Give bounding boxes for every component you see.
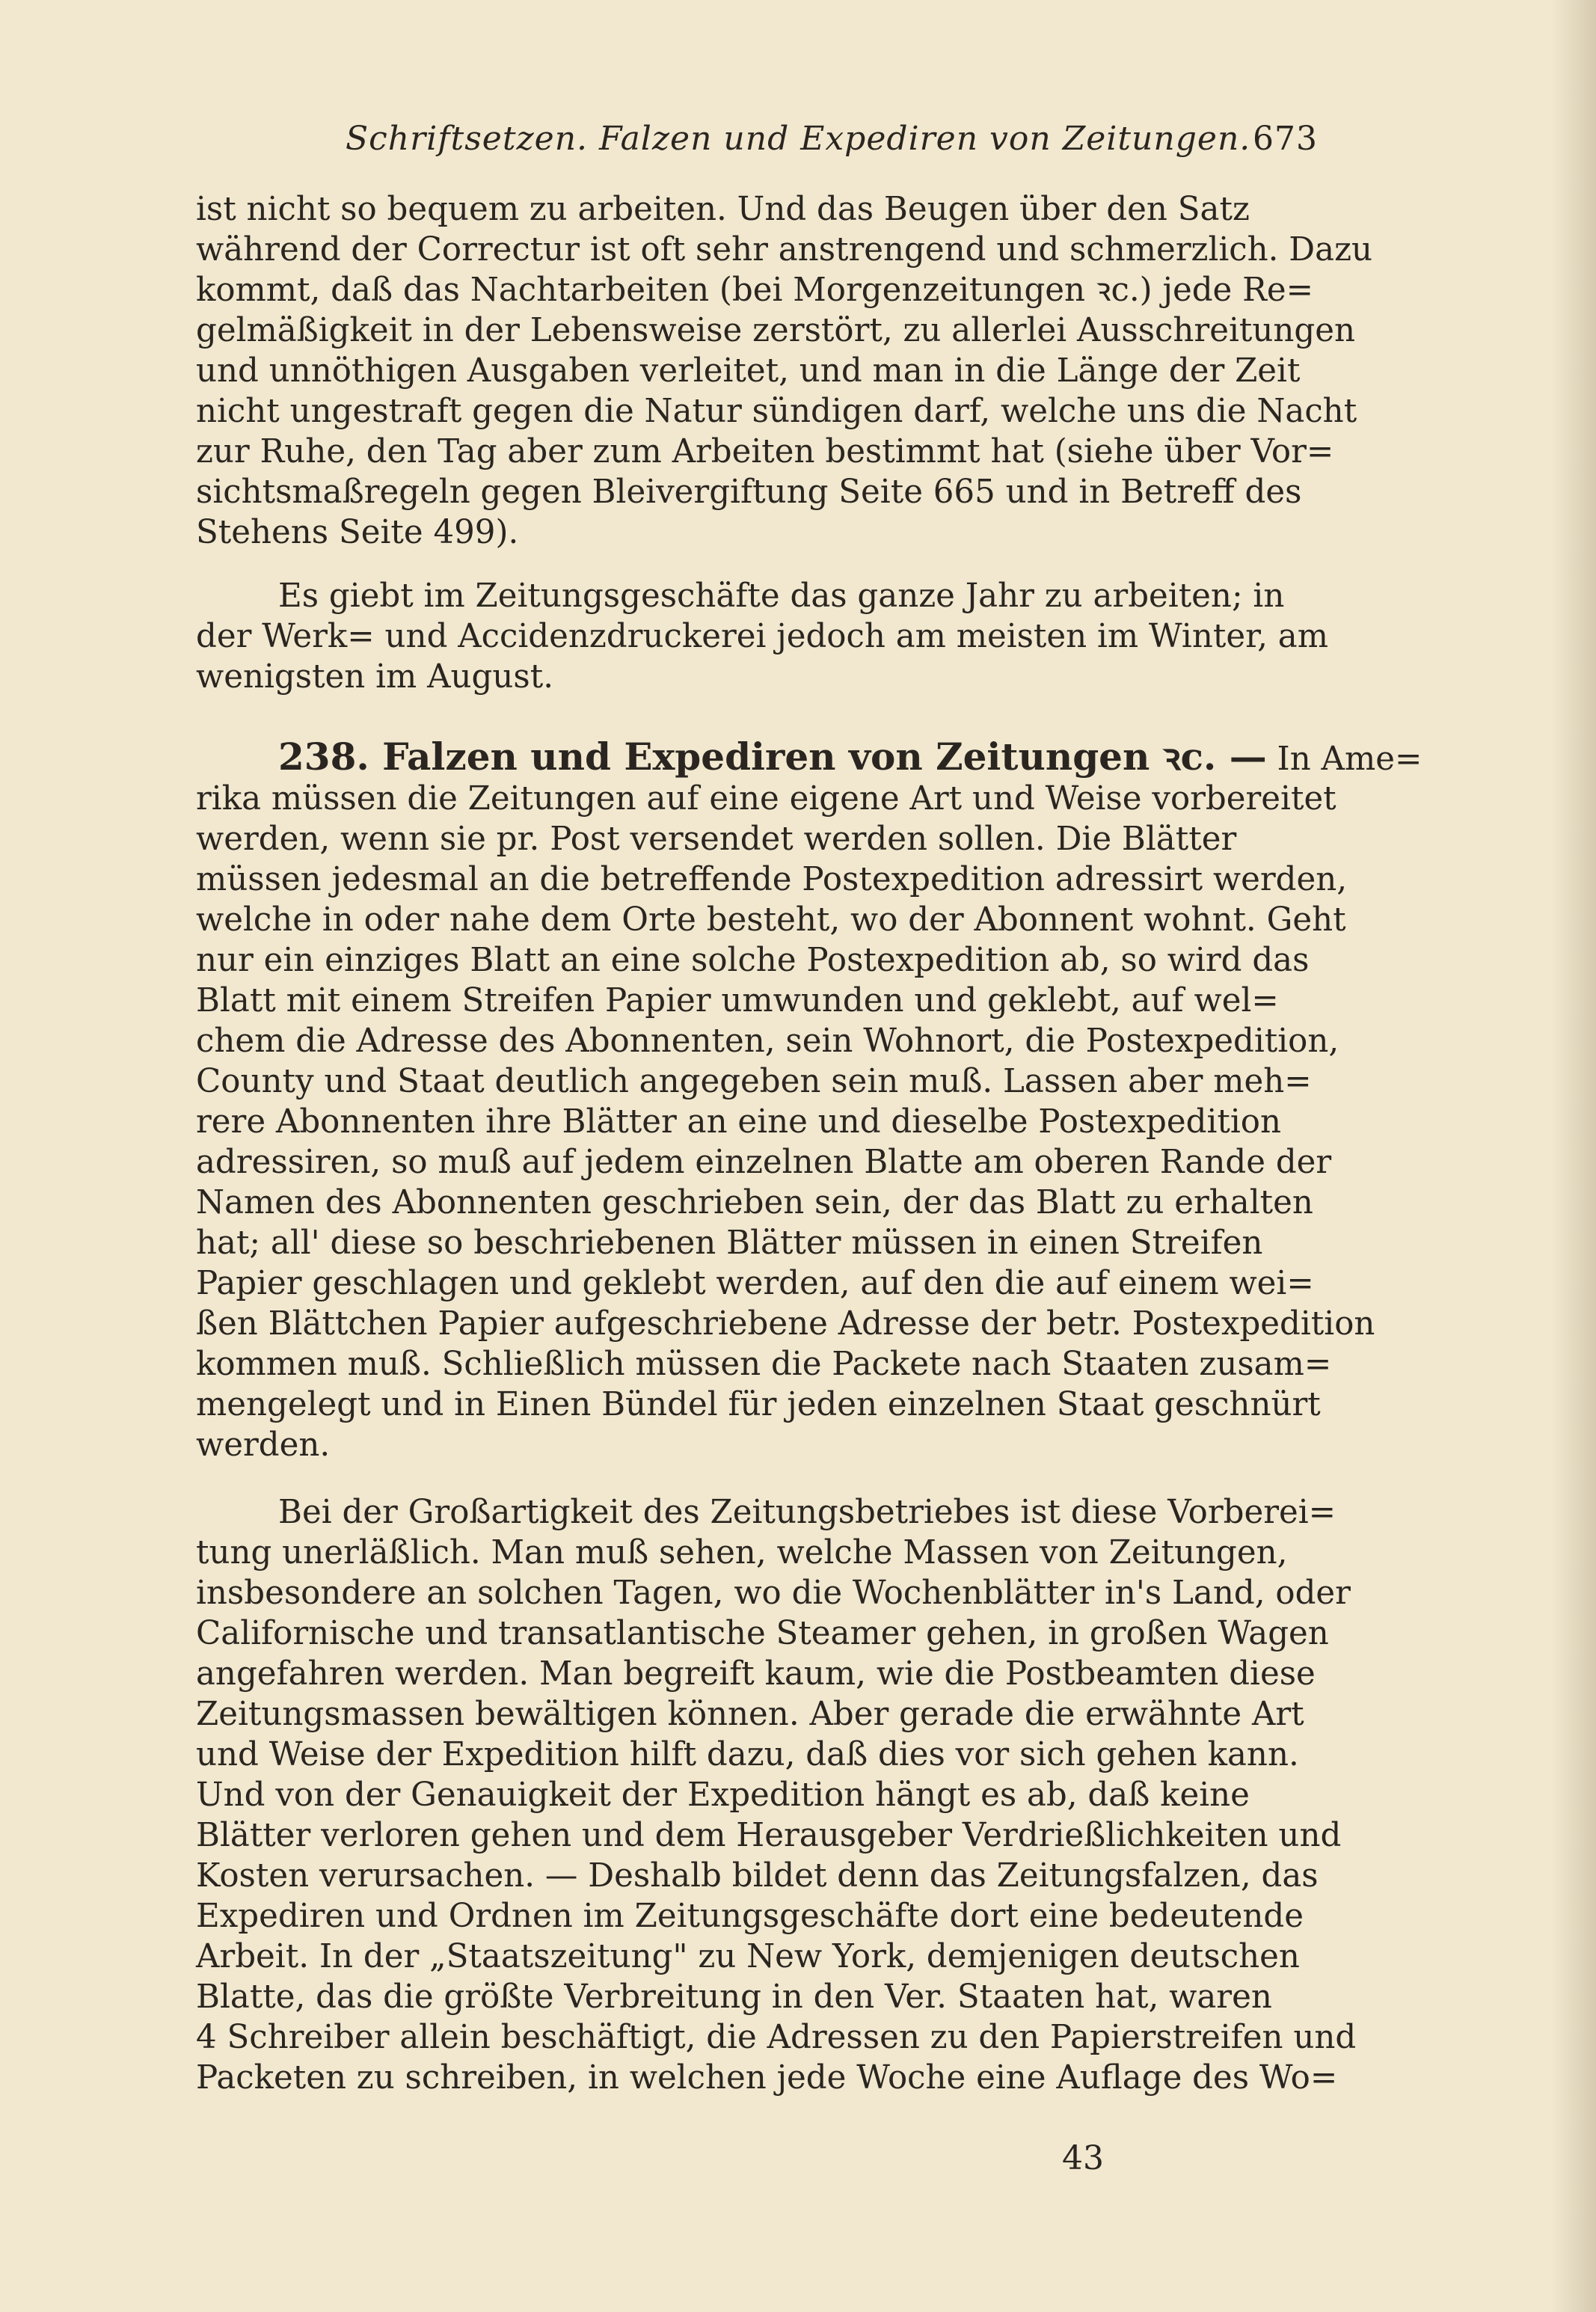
text-line: rere Abonnenten ihre Blätter an eine und dieselbe Postexpedition bbox=[196, 1103, 1281, 1141]
text-line: müssen jedesmal an die betreffende Postexpedition adressirt werden, bbox=[196, 861, 1348, 898]
text-line: kommen muß. Schließlich müssen die Packete nach Staaten zusam= bbox=[196, 1346, 1332, 1383]
page-edge-shadow bbox=[1551, 0, 1596, 2312]
text-line: Blätter verloren gehen und dem Herausgeber Verdrießlichkeiten und bbox=[196, 1817, 1342, 1854]
section-heading: 238. Falzen und Expediren von Zeitungen ꝛc. — bbox=[278, 735, 1267, 779]
text-line: rika müssen die Zeitungen auf eine eigene Art und Weise vorbereitet bbox=[196, 780, 1336, 818]
text-line: Bei der Großartigkeit des Zeitungsbetriebes ist diese Vorberei= bbox=[278, 1494, 1336, 1531]
text-line: chem die Adresse des Abonnenten, sein Wohnort, die Postexpedition, bbox=[196, 1022, 1339, 1060]
text-line: nur ein einziges Blatt an eine solche Postexpedition ab, so wird das bbox=[196, 942, 1310, 979]
text-line: ist nicht so bequem zu arbeiten. Und das Beugen über den Satz bbox=[196, 191, 1250, 228]
text-line: und Weise der Expedition hilft dazu, daß dies vor sich gehen kann. bbox=[196, 1736, 1299, 1773]
text-line: Namen des Abonnenten geschrieben sein, der das Blatt zu erhalten bbox=[196, 1184, 1313, 1221]
text-line: Kosten verursachen. — Deshalb bildet denn das Zeitungsfalzen, das bbox=[196, 1857, 1319, 1895]
text-line: der Werk= und Accidenzdruckerei jedoch am meisten im Winter, am bbox=[196, 618, 1328, 655]
text-line: hat; all' diese so beschriebenen Blätter müssen in einen Streifen bbox=[196, 1224, 1263, 1262]
text-line: insbesondere an solchen Tagen, wo die Wochenblätter in's Land, oder bbox=[196, 1574, 1351, 1612]
text-line: zur Ruhe, den Tag aber zum Arbeiten bestimmt hat (siehe über Vor= bbox=[196, 433, 1334, 470]
text-line: adressiren, so muß auf jedem einzelnen Blatte am oberen Rande der bbox=[196, 1144, 1332, 1181]
text-line: und unnöthigen Ausgaben verleitet, und man in die Länge der Zeit bbox=[196, 352, 1301, 390]
section-first-text: In Ame= bbox=[1277, 740, 1422, 778]
signature-mark: 43 bbox=[1062, 2139, 1104, 2177]
text-line: Stehens Seite 499). bbox=[196, 514, 519, 551]
running-title: Schriftsetzen. Falzen und Expediren von Zeitungen. bbox=[346, 120, 1251, 158]
text-line: kommt, daß das Nachtarbeiten (bei Morgenzeitungen ꝛc.) jede Re= bbox=[196, 272, 1314, 309]
text-line: werden. bbox=[196, 1426, 331, 1464]
text-line: angefahren werden. Man begreift kaum, wie die Postbeamten diese bbox=[196, 1655, 1316, 1693]
text-line: Und von der Genauigkeit der Expedition hängt es ab, daß keine bbox=[196, 1776, 1250, 1814]
text-line: gelmäßigkeit in der Lebensweise zerstört, zu allerlei Ausschreitungen bbox=[196, 312, 1355, 349]
text-line: Blatt mit einem Streifen Papier umwunden und geklebt, auf wel= bbox=[196, 982, 1279, 1019]
text-line: während der Correctur ist oft sehr anstrengend und schmerzlich. Dazu bbox=[196, 231, 1373, 269]
text-line: Es giebt im Zeitungsgeschäfte das ganze Jahr zu arbeiten; in bbox=[278, 577, 1285, 615]
text-line: Zeitungsmassen bewältigen können. Aber gerade die erwähnte Art bbox=[196, 1696, 1304, 1733]
text-line: wenigsten im August. bbox=[196, 658, 554, 696]
text-line: Blatte, das die größte Verbreitung in den Ver. Staaten hat, waren bbox=[196, 1978, 1272, 2016]
text-line: 4 Schreiber allein beschäftigt, die Adressen zu den Papierstreifen und bbox=[196, 2019, 1357, 2056]
text-line: County und Staat deutlich angegeben sein muß. Lassen aber meh= bbox=[196, 1063, 1312, 1100]
text-line: mengelegt und in Einen Bündel für jeden einzelnen Staat geschnürt bbox=[196, 1386, 1321, 1423]
text-line: sichtsmaßregeln gegen Bleivergiftung Seite 665 und in Betreff des bbox=[196, 473, 1302, 511]
text-line: Packeten zu schreiben, in welchen jede Woche eine Auflage des Wo= bbox=[196, 2059, 1338, 2097]
text-line: Arbeit. In der „Staatszeitung" zu New York, demjenigen deutschen bbox=[196, 1938, 1300, 1975]
running-header bbox=[196, 120, 1318, 165]
text-line: Californische und transatlantische Steamer gehen, in großen Wagen bbox=[196, 1615, 1329, 1652]
text-line: Papier geschlagen und geklebt werden, auf den die auf einem wei= bbox=[196, 1265, 1314, 1302]
text-line: ßen Blättchen Papier aufgeschriebene Adresse der betr. Postexpedition bbox=[196, 1305, 1375, 1343]
text-line: nicht ungestraft gegen die Natur sündigen darf, welche uns die Nacht bbox=[196, 393, 1357, 430]
section-heading-line bbox=[196, 735, 1422, 779]
text-line: werden, wenn sie pr. Post versendet werden sollen. Die Blätter bbox=[196, 821, 1237, 858]
text-line: Expediren und Ordnen im Zeitungsgeschäfte dort eine bedeutende bbox=[196, 1898, 1304, 1935]
text-line: welche in oder nahe dem Orte besteht, wo der Abonnent wohnt. Geht bbox=[196, 901, 1346, 939]
text-line: tung unerläßlich. Man muß sehen, welche Massen von Zeitungen, bbox=[196, 1534, 1288, 1572]
page-number: 673 bbox=[1253, 120, 1318, 158]
